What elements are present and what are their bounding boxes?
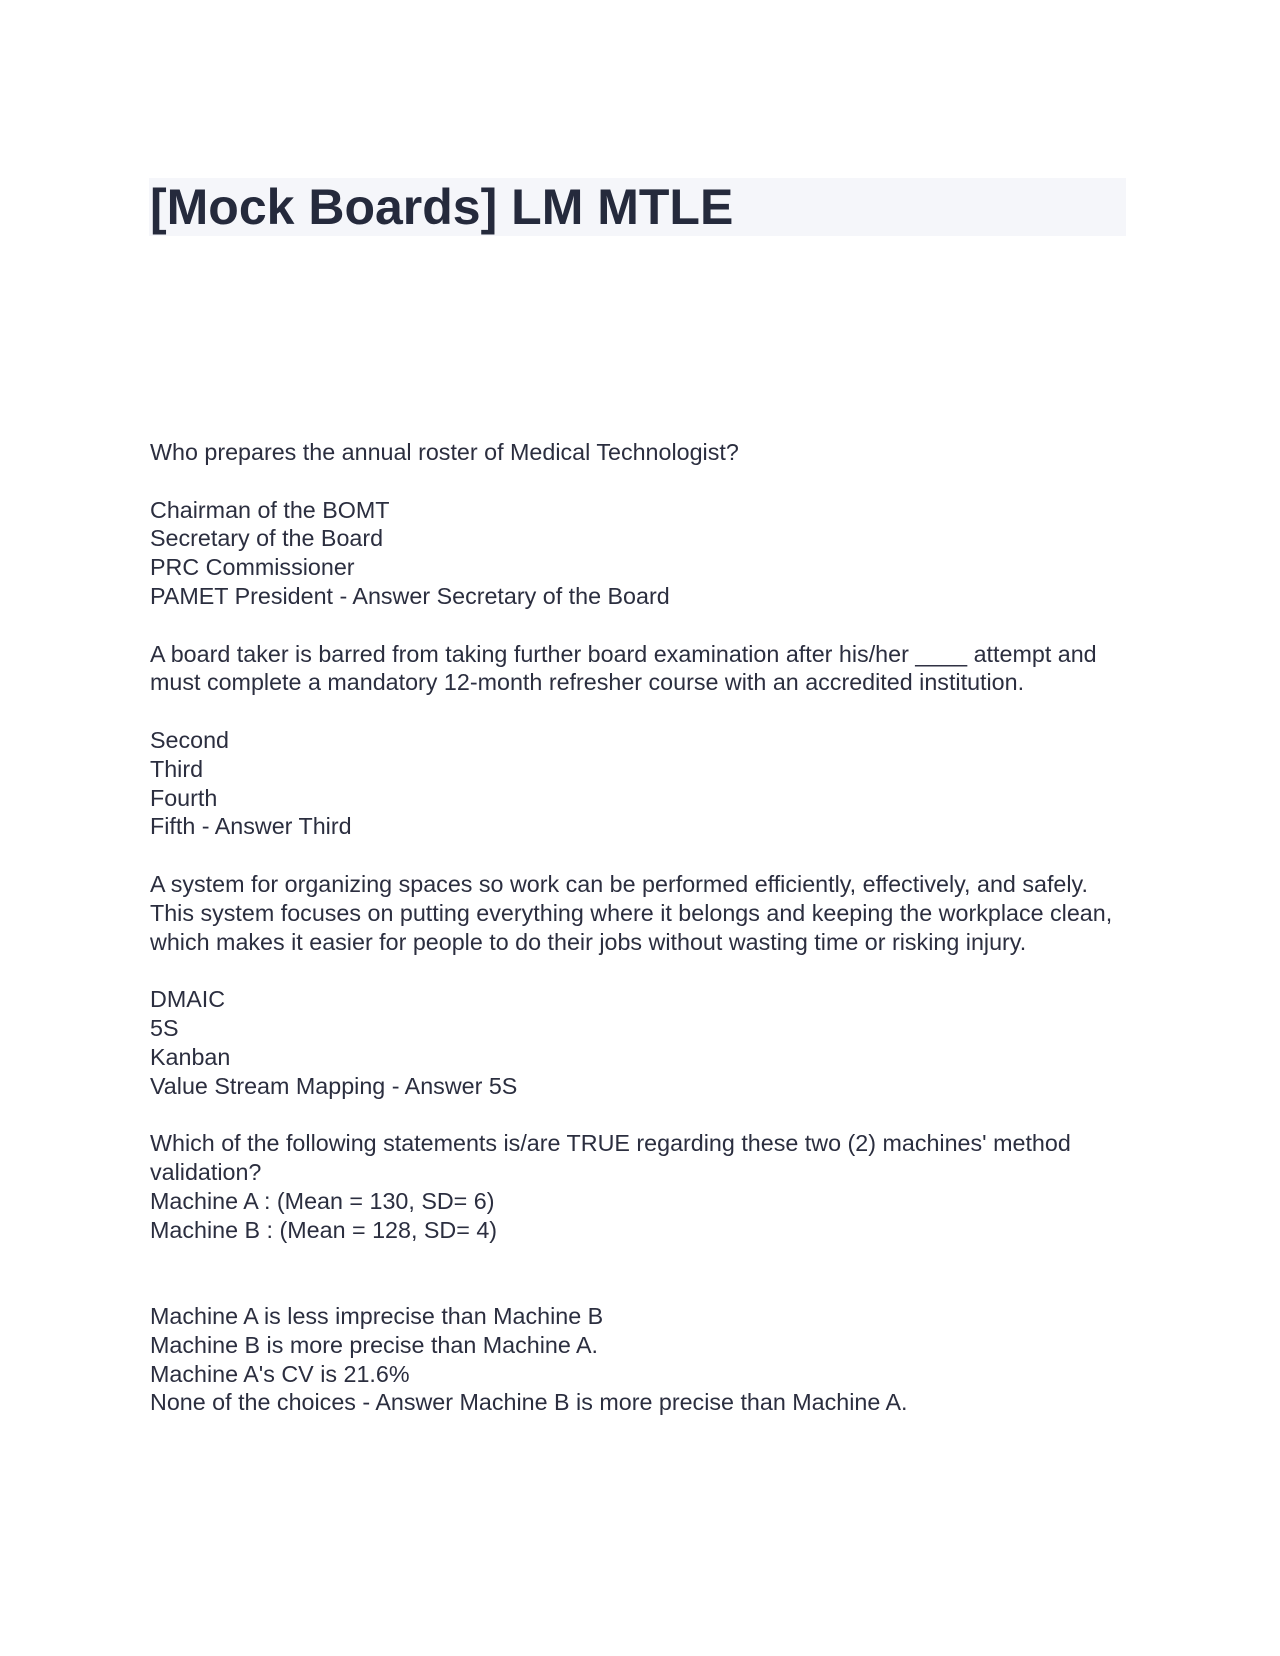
question-block (150, 1129, 1135, 1417)
choice-item: Second (150, 726, 230, 753)
choice-item: PRC Commissioner (150, 554, 355, 581)
choice-item: 5S (150, 1014, 179, 1041)
document-body (150, 438, 1135, 1417)
paragraph-gap (150, 697, 1135, 726)
question-data-line: Machine B : (Mean = 128, SD= 4) (150, 1216, 498, 1243)
question-text: A board taker is barred from taking further board examination after his/her ____ attempt and must complete a mandatory 12-month refresher course with an accredited institution. (150, 640, 1097, 696)
choice-list (150, 1302, 1135, 1417)
choice-item-with-answer: Value Stream Mapping - Answer 5S (150, 1072, 518, 1099)
question-block (150, 438, 1135, 611)
paragraph-gap (150, 1100, 1135, 1129)
question-data-line: Machine A : (Mean = 130, SD= 6) (150, 1187, 495, 1214)
choice-item-with-answer: None of the choices - Answer Machine B is more precise than Machine A. (150, 1389, 908, 1416)
choice-item: DMAIC (150, 986, 226, 1013)
choice-item-with-answer: PAMET President - Answer Secretary of the Board (150, 582, 670, 609)
choice-list (150, 985, 1135, 1100)
choice-list (150, 496, 1135, 611)
paragraph-gap (150, 467, 1135, 496)
choice-item: Fourth (150, 784, 218, 811)
choice-item: Machine A's CV is 21.6% (150, 1360, 410, 1387)
choice-item: Machine A is less imprecise than Machine B (150, 1302, 604, 1329)
choice-item: Third (150, 755, 204, 782)
paragraph-gap (150, 841, 1135, 870)
paragraph-gap (150, 1244, 1135, 1302)
choice-item: Secretary of the Board (150, 525, 384, 552)
question-block (150, 870, 1135, 1100)
choice-item: Chairman of the BOMT (150, 496, 390, 523)
document-title: [Mock Boards] LM MTLE (150, 179, 734, 235)
question-text: Which of the following statements is/are TRUE regarding these two (2) machines' method validation? (150, 1130, 1071, 1185)
choice-item: Kanban (150, 1043, 231, 1070)
choice-item-with-answer: Fifth - Answer Third (150, 813, 352, 840)
question-block (150, 640, 1135, 842)
question-text: A system for organizing spaces so work can be performed efficiently, effectively, and safely. This system focuses on putting everything where it belongs and keeping the workplace clean, which makes it easier for people to do their jobs without wasting time or risking injury. (150, 870, 1113, 955)
paragraph-gap (150, 956, 1135, 985)
question-text: Who prepares the annual roster of Medical Technologist? (150, 439, 739, 465)
choice-item: Machine B is more precise than Machine A. (150, 1331, 599, 1358)
choice-list (150, 726, 1135, 841)
paragraph-gap (150, 611, 1135, 640)
